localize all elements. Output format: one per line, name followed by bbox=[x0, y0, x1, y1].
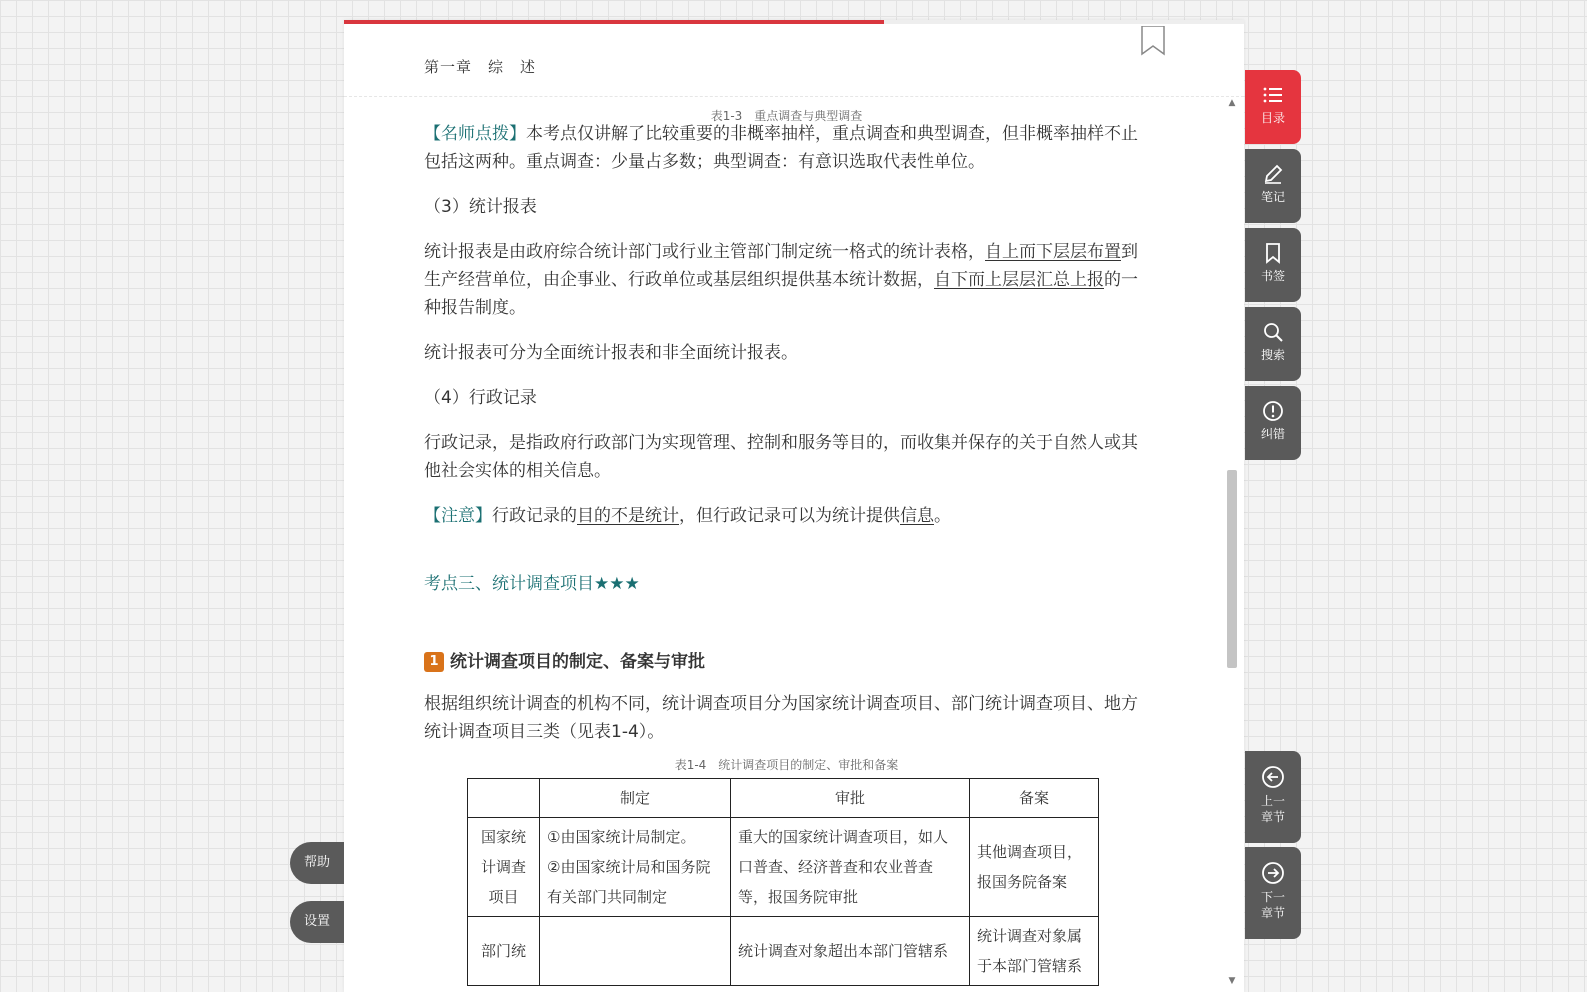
sidebar-toc-label: 目录 bbox=[1260, 111, 1285, 125]
scroll-down-arrow-icon[interactable]: ▼ bbox=[1228, 976, 1236, 986]
tip-tag: 【名师点拨】 bbox=[424, 124, 526, 144]
arrow-left-circle-icon bbox=[1261, 765, 1285, 789]
table-header-cell: 备案 bbox=[970, 779, 1099, 818]
bookmark-ribbon-icon[interactable] bbox=[1140, 26, 1166, 56]
note-underline-2: 信息 bbox=[900, 506, 934, 526]
sidebar-bookmark-button[interactable] bbox=[1245, 228, 1301, 302]
sidebar-notes-label: 笔记 bbox=[1260, 190, 1285, 204]
sidebar-search-label: 搜索 bbox=[1260, 348, 1285, 362]
list-icon bbox=[1262, 84, 1284, 106]
table-cell-approve: 统计调查对象超出本部门管辖系 bbox=[731, 917, 970, 986]
table-cell-make bbox=[540, 818, 731, 917]
table-cell-make-line: ②由国家统计局和国务院有关部门共同制定 bbox=[547, 858, 711, 906]
scroll-thumb[interactable] bbox=[1227, 470, 1237, 668]
heading-1-text: 统计调查项目的制定、备案与审批 bbox=[450, 652, 705, 672]
note-text-1: 行政记录的 bbox=[492, 506, 577, 526]
report-text-1: 统计报表是由政府综合统计部门或行业主管部门制定统一格式的统计表格， bbox=[424, 242, 985, 262]
table-cell-file: 其他调查项目，报国务院备案 bbox=[970, 818, 1099, 917]
report-text-3: 的一种报告制度。 bbox=[424, 270, 1138, 318]
next-chapter-label: 下一章节 bbox=[1260, 890, 1285, 920]
table-caption: 表1-4 统计调查项目的制定、审批和备案 bbox=[674, 758, 899, 772]
table-row bbox=[468, 818, 1099, 917]
tip-text: 本考点仅讲解了比较重要的非概率抽样，重点调查和典型调查，但非概率抽样不止包括这两种。重点调查：少量占多数；典型调查：有意识选取代表性单位。 bbox=[424, 124, 1138, 172]
table-caption-prev: 表1-3 重点调查与典型调查 bbox=[710, 109, 863, 123]
tip-paragraph bbox=[424, 120, 1149, 176]
sidebar-notes-button[interactable] bbox=[1245, 149, 1301, 223]
table-header-cell: 制定 bbox=[540, 779, 731, 818]
search-icon bbox=[1262, 321, 1284, 343]
scroll-up-arrow-icon[interactable]: ▲ bbox=[1228, 98, 1236, 108]
table-cell-label: 国家统计调查项目 bbox=[468, 818, 540, 917]
note-paragraph bbox=[424, 502, 1149, 530]
report-paragraph bbox=[424, 238, 1149, 322]
subheading-4: （4）行政记录 bbox=[424, 388, 537, 408]
prev-chapter-button[interactable] bbox=[1245, 751, 1301, 843]
settings-button[interactable]: 设置 bbox=[290, 901, 344, 943]
report-underline-2: 自下而上层层汇总上报 bbox=[934, 270, 1104, 290]
arrow-right-circle-icon bbox=[1261, 861, 1285, 885]
scrollbar[interactable] bbox=[1225, 96, 1239, 988]
sidebar-report-error-button[interactable] bbox=[1245, 386, 1301, 460]
header-divider bbox=[344, 96, 1244, 97]
subheading-3: （3）统计报表 bbox=[424, 197, 537, 217]
note-text-2: ，但行政记录可以为统计提供 bbox=[679, 506, 900, 526]
intro-paragraph: 根据组织统计调查的机构不同，统计调查项目分为国家统计调查项目、部门统计调查项目、地方统计调查项目三类（见表1-4）。 bbox=[424, 694, 1138, 742]
table-header-row bbox=[468, 779, 1099, 818]
sidebar-bookmark-label: 书签 bbox=[1260, 269, 1285, 283]
table-header-cell bbox=[468, 779, 540, 818]
reading-progress-fill bbox=[344, 20, 884, 24]
reading-progress-track bbox=[344, 20, 1244, 24]
note-tag: 【注意】 bbox=[424, 506, 492, 526]
alert-icon bbox=[1262, 400, 1284, 422]
table-cell-label: 部门统 bbox=[468, 917, 540, 986]
bookmark-icon bbox=[1262, 242, 1284, 264]
report-underline-1: 自上而下层层布置 bbox=[985, 242, 1121, 262]
content-area bbox=[424, 106, 1149, 986]
pencil-icon bbox=[1262, 163, 1284, 185]
survey-table bbox=[467, 778, 1099, 986]
table-cell-file: 统计调查对象属于本部门管辖系 bbox=[970, 917, 1099, 986]
table-cell-make bbox=[540, 917, 731, 986]
next-chapter-button[interactable] bbox=[1245, 847, 1301, 939]
note-underline-1: 目的不是统计 bbox=[577, 506, 679, 526]
table-cell-make-line: ①由国家统计局制定。 bbox=[547, 828, 696, 846]
reader-page bbox=[344, 20, 1244, 992]
sidebar-toc-button[interactable] bbox=[1245, 70, 1301, 144]
sidebar-report-error-label: 纠错 bbox=[1260, 427, 1285, 441]
table-cell-approve: 重大的国家统计调查项目，如人口普查、经济普查和农业普查等，报国务院审批 bbox=[731, 818, 970, 917]
table-row bbox=[468, 917, 1099, 986]
prev-chapter-label: 上一章节 bbox=[1260, 794, 1285, 824]
heading-1 bbox=[424, 648, 1149, 676]
table-header-cell: 审批 bbox=[731, 779, 970, 818]
admin-record-paragraph: 行政记录，是指政府行政部门为实现管理、控制和服务等目的，而收集并保存的关于自然人或其他社会实体的相关信息。 bbox=[424, 433, 1138, 481]
heading-number-badge: 1 bbox=[424, 652, 444, 672]
sidebar-search-button[interactable] bbox=[1245, 307, 1301, 381]
chapter-header: 第一章 综 述 bbox=[424, 58, 537, 76]
report-text-2: 到生产经营单位，由企事业、行政单位或基层组织提供基本统计数据， bbox=[424, 242, 1138, 290]
note-text-3: 。 bbox=[934, 506, 951, 526]
help-button[interactable]: 帮助 bbox=[290, 842, 344, 884]
section-title: 考点三、统计调查项目★★★ bbox=[424, 574, 640, 594]
report-types-paragraph: 统计报表可分为全面统计报表和非全面统计报表。 bbox=[424, 343, 798, 363]
